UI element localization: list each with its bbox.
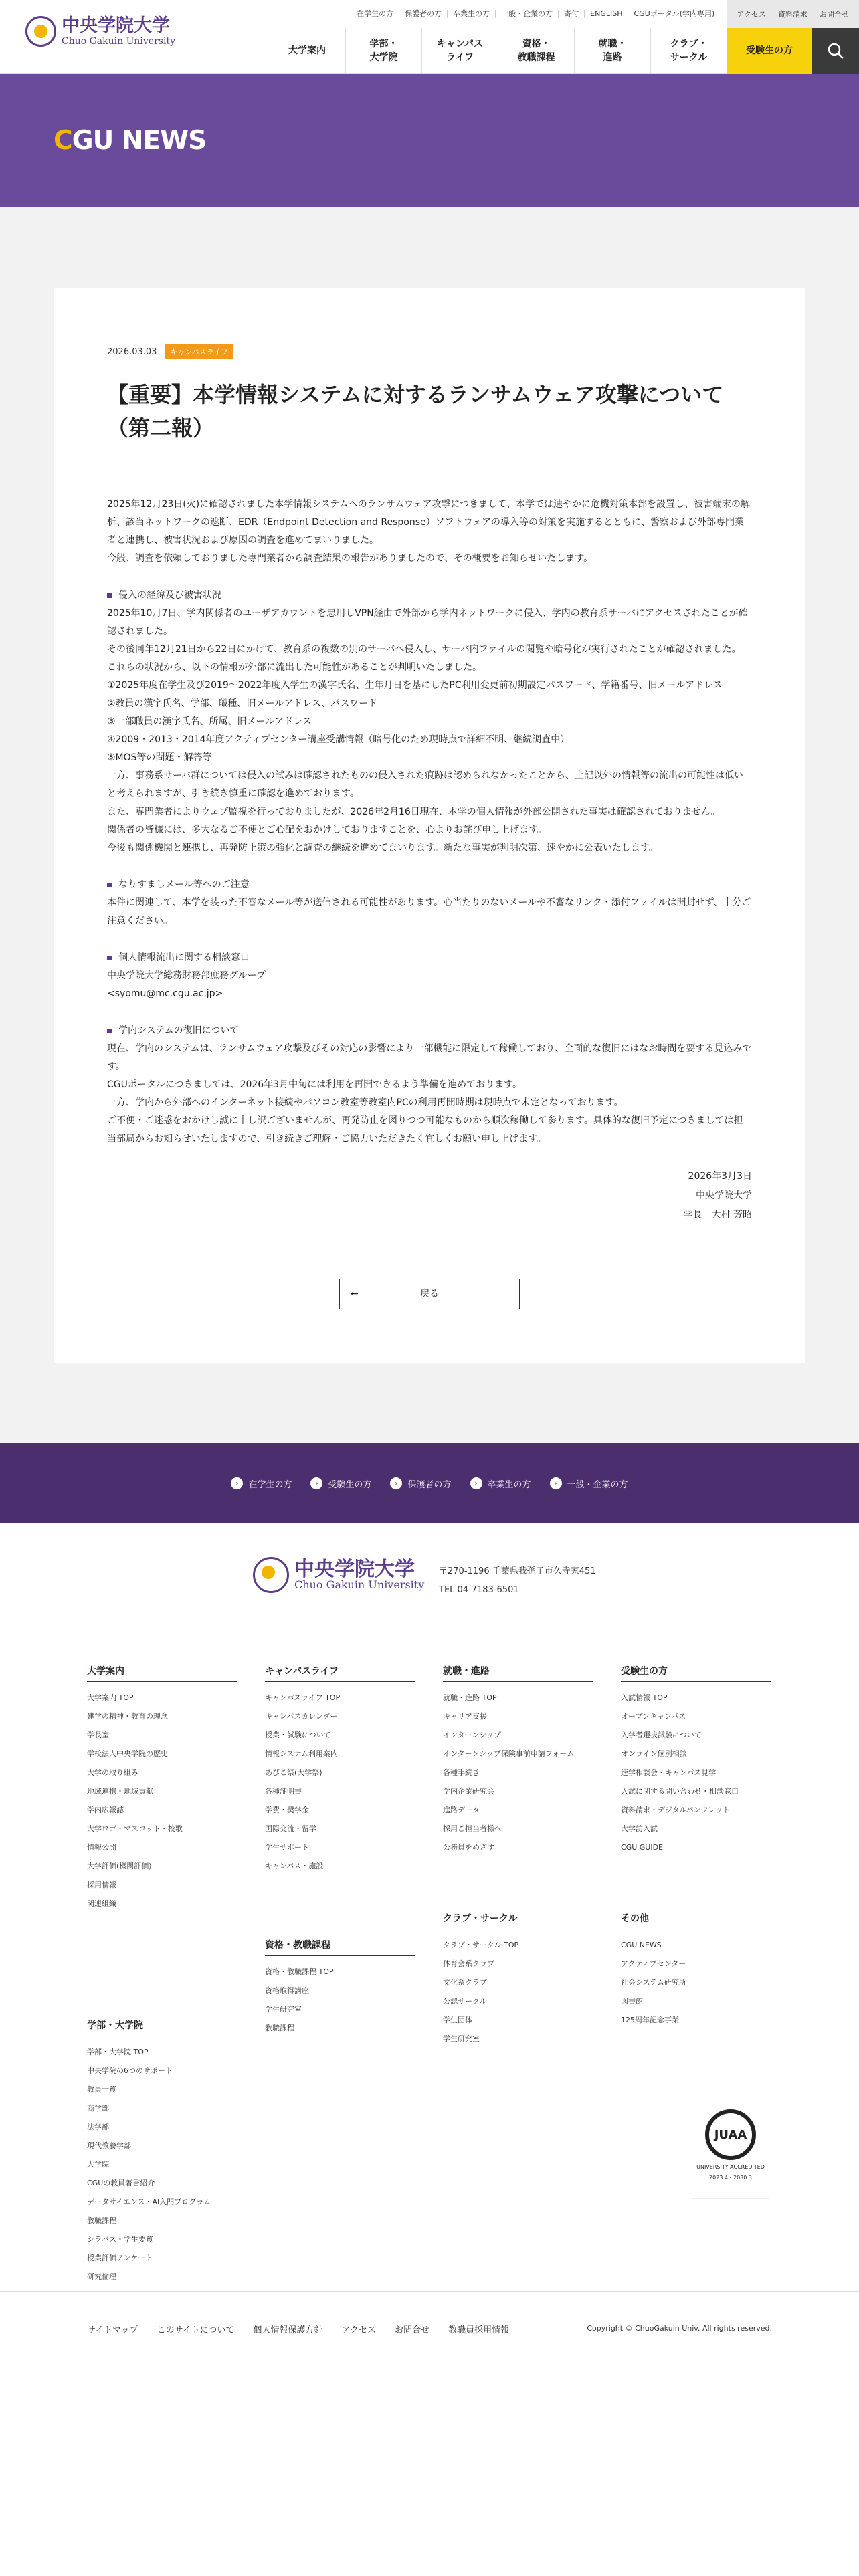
footer-link[interactable]: 公務員をめざす	[443, 1843, 494, 1852]
site-logo[interactable]	[25, 16, 175, 47]
sign-date: 2026年3月3日	[688, 1171, 752, 1182]
band-link[interactable]: › 保護者の方	[390, 1477, 451, 1490]
footer-link[interactable]: 情報システム利用案内	[265, 1749, 338, 1758]
footer-link[interactable]: 入学者選抜試験について	[621, 1731, 702, 1739]
footer-link[interactable]: 入試情報 TOP	[621, 1693, 668, 1702]
footer-link[interactable]: 学費・奨学金	[265, 1806, 309, 1814]
footer-link[interactable]: 入試に関する問い合わせ・相談窓口	[621, 1787, 739, 1796]
footer-link[interactable]: 大学評価(機関評価)	[87, 1862, 152, 1870]
footer-link[interactable]: 大学院	[87, 2160, 109, 2169]
footer-link[interactable]: 各種証明書	[265, 1787, 302, 1796]
cert-label: UNIVERSITY ACCREDITED	[696, 2164, 765, 2170]
footer-link[interactable]: 進学相談会・キャンパス見学	[621, 1768, 717, 1777]
footer-col	[621, 1911, 771, 2030]
bottom-link[interactable]: 教職員採用情報	[448, 2325, 510, 2335]
arrow-left-icon: ←	[351, 1289, 359, 1299]
page-hero	[0, 74, 859, 207]
nav-item[interactable]: 資格・ 教職課程	[498, 28, 574, 74]
footer-link[interactable]: あびこ祭(大学祭)	[265, 1768, 322, 1777]
bullet-icon	[107, 883, 112, 887]
signature	[107, 1167, 752, 1225]
section	[107, 949, 752, 1003]
footer-col-list	[87, 2043, 237, 2286]
footer-link[interactable]: 資料請求・デジタルパンフレット	[621, 1806, 731, 1814]
section	[107, 586, 752, 857]
footer-col-heading[interactable]: 大学案内	[87, 1664, 237, 1682]
footer-link[interactable]: 学内企業研究会	[443, 1787, 494, 1796]
footer-link[interactable]: シラバス・学生要覧	[87, 2235, 153, 2244]
logo-jp: 中央学院大学	[62, 15, 170, 36]
cert-period: 2023.4 - 2030.3	[709, 2175, 752, 2181]
footer-link[interactable]: データサイエンス・AI入門プログラム	[87, 2197, 211, 2206]
telephone: TEL 04-7183-6501	[439, 1585, 519, 1595]
footer-col	[621, 1664, 771, 1857]
footer-link[interactable]: 就職・進路 TOP	[443, 1693, 497, 1702]
footer-link[interactable]: 資格・教職課程 TOP	[265, 1967, 334, 1976]
footer-link[interactable]: 資格取得講座	[265, 1986, 309, 1995]
exam-button[interactable]: 受験生の方	[727, 28, 812, 74]
footer-link[interactable]: 国際交流・留学	[265, 1824, 316, 1833]
search-button[interactable]	[812, 28, 859, 74]
footer-col-heading[interactable]: クラブ・サークル	[443, 1911, 593, 1929]
footer-link[interactable]: 学部・大学院 TOP	[87, 2048, 149, 2056]
toplink[interactable]: 保護者の方	[399, 10, 448, 18]
footer-col-list	[621, 1689, 771, 1857]
footer-link[interactable]: 商学部	[87, 2104, 109, 2113]
footer-col	[87, 1664, 237, 1913]
section-heading: 学内システムの復旧について	[107, 1022, 752, 1040]
bottom-link[interactable]: サイトマップ	[87, 2325, 138, 2335]
nav-item[interactable]: 就職・ 進路	[574, 28, 650, 74]
footer-link[interactable]: 学生研究室	[265, 2005, 302, 2014]
sign-org: 中央学院大学	[696, 1190, 752, 1201]
article-meta	[107, 344, 752, 359]
footer-col-list	[443, 1689, 593, 1857]
footer-col-list	[87, 1689, 237, 1913]
bottom-link[interactable]: アクセス	[341, 2325, 377, 2335]
footer-link[interactable]: 研究倫理	[87, 2272, 116, 2281]
nav-item[interactable]: クラブ・ サークル	[650, 28, 727, 74]
footer-link[interactable]: 授業・試験について	[265, 1731, 331, 1739]
footer-link[interactable]: 中央学院の6つのサポート	[87, 2066, 173, 2075]
section-heading: なりすましメール等へのご注意	[107, 876, 752, 894]
toplink[interactable]: 卒業生の方	[448, 10, 496, 18]
logo-mark-icon	[25, 16, 56, 47]
footer-address	[439, 1562, 596, 1600]
footer-link[interactable]: 現代教養学部	[87, 2141, 131, 2150]
footer-link[interactable]: 各種手続き	[443, 1768, 480, 1777]
footer-col-list	[621, 1936, 771, 2030]
audience-links	[351, 10, 727, 18]
footer-link[interactable]: 学校法人中央学院の歴史	[87, 1749, 168, 1758]
footer-link[interactable]: 採用ご担当者様へ	[443, 1824, 502, 1833]
footer-col-heading[interactable]: 就職・進路	[443, 1664, 593, 1682]
footer-link[interactable]: アクティブセンター	[621, 1959, 686, 1968]
paragraph: 中央学院大学総務財務部庶務グループ	[107, 970, 266, 981]
accreditation-seal-icon: JUAA	[705, 2109, 756, 2160]
section	[107, 876, 752, 930]
footer-link[interactable]: 情報公開	[87, 1843, 116, 1852]
footer-logo[interactable]	[253, 1557, 424, 1593]
main-content	[0, 207, 859, 1443]
footer-link[interactable]: CGU NEWS	[621, 1941, 662, 1949]
chevron-right-icon: ›	[550, 1477, 562, 1489]
paragraph: ⑤MOS等の問題・解答等	[107, 752, 212, 763]
paragraph: 関係者の皆様には、多大なるご不便とご心配をおかけしておりますことを、心よりお詫び申し上げます。	[107, 825, 547, 835]
utility-links	[727, 0, 859, 28]
chevron-right-icon: ›	[470, 1477, 482, 1489]
footer-logo-jp: 中央学院大学	[294, 1558, 415, 1581]
footer-link[interactable]: キャンパス・施設	[265, 1862, 324, 1870]
paragraph: ご不便・ご迷惑をおかけし誠に申し訳ございませんが、再発防止を図りつつ可能なものから順次稼働して参ります。具体的な復旧予定につきましては担当部局からお知らせいたしますので、引き続きご理解・ご協力いただきたく宜しくお願い申し上げます。	[107, 1115, 743, 1144]
search-icon	[827, 42, 844, 60]
footer-link[interactable]: 社会システム研究所	[621, 1978, 686, 1987]
footer-logo-en: Chuo Gakuin University	[294, 1578, 425, 1591]
footer-col-list	[265, 1963, 415, 2038]
footer-link[interactable]: オープンキャンパス	[621, 1712, 686, 1721]
footer-col-heading[interactable]: その他	[621, 1911, 771, 1929]
footer-link[interactable]: 教職課程	[265, 2024, 294, 2032]
news-article	[54, 288, 805, 1363]
back-button[interactable]: ← 戻る	[339, 1279, 520, 1309]
site-footer	[0, 1523, 859, 2335]
article-body	[107, 496, 752, 1225]
footer-link[interactable]: 学長室	[87, 1731, 109, 1739]
address: 〒270-1196 千葉県我孫子市久寺家451	[439, 1566, 596, 1576]
footer-col	[443, 1911, 593, 2048]
toplink[interactable]: ENGLISH	[585, 10, 628, 18]
paragraph: 現在、学内のシステムは、ランサムウェア攻撃及びその対応の影響により一部機能に限定して稼働しており、全面的な復旧にはなお時間を要する見込みです。	[107, 1043, 752, 1072]
paragraph: 一方、事務系サーバ群については侵入の試みは確認されたものの侵入された痕跡は認められなかったことから、上記以外の情報等の流出の可能性は低いと考えられますが、引き続き慎重に確認を進めております。	[107, 770, 744, 799]
logo-en: Chuo Gakuin University	[62, 36, 175, 47]
contact-link[interactable]: お問合せ	[820, 10, 849, 19]
footer-link[interactable]: インターンシップ	[443, 1731, 501, 1739]
paragraph: 今後も関係機関と連携し、再発防止策の強化と調査の継続を進めてまいります。新たな事実が判明次第、速やかに公表いたします。	[107, 843, 658, 853]
nav-item[interactable]: 学部・ 大学院	[345, 28, 421, 74]
top-bar	[351, 0, 859, 28]
logo-mark-icon	[253, 1557, 289, 1593]
bullet-icon	[107, 956, 112, 960]
footer-link[interactable]: 大学案内 TOP	[87, 1693, 134, 1702]
bottom-link[interactable]: お問合せ	[395, 2325, 430, 2335]
toplink[interactable]: CGUポータル(学内専用)	[634, 9, 715, 18]
band-link[interactable]: › 卒業生の方	[470, 1477, 531, 1490]
footer-link[interactable]: キャリア支援	[443, 1712, 487, 1721]
paragraph: CGUポータルにつきましては、2026年3月中旬には利用を再開できるよう準備を進めております。	[107, 1079, 522, 1090]
footer-link[interactable]: 法学部	[87, 2123, 109, 2131]
toplink[interactable]: 寄付	[559, 10, 585, 18]
footer-col-list	[443, 1936, 593, 2048]
footer-link[interactable]: CGU GUIDE	[621, 1843, 663, 1852]
footer-bottom-links	[87, 2323, 528, 2335]
email-link[interactable]: <syomu@mc.cgu.ac.jp>	[107, 988, 223, 999]
footer-link[interactable]: 125周年記念事業	[621, 2016, 679, 2024]
chevron-right-icon: ›	[310, 1477, 322, 1489]
footer-link[interactable]: 学生研究室	[443, 2034, 480, 2043]
paragraph: 今般、調査を依頼しておりました専門業者から調査結果の報告がありましたので、その概要をお知らせいたします。	[107, 553, 593, 564]
paragraph: ①2025年度在学生及び2019〜2022年度入学生の漢字氏名、生年月日を基にしたPC利用変更前初期設定パスワード、学籍番号、旧メールアドレス	[107, 680, 723, 691]
footer-link[interactable]: 大学訪入試	[621, 1824, 658, 1833]
band-link[interactable]: › 在学生の方	[231, 1477, 292, 1490]
global-nav	[269, 28, 859, 74]
paragraph: 本件に関連して、本学を装った不審なメール等が送信される可能性があります。心当たりのないメールや不審なリンク・添付ファイルは開封せず、十分ご注意ください。	[107, 897, 751, 926]
bullet-icon	[107, 1029, 112, 1033]
accreditation-badge	[692, 2092, 769, 2199]
site-header	[0, 0, 859, 74]
footer-link[interactable]: 授業評価アンケート	[87, 2254, 153, 2262]
toplink[interactable]: 在学生の方	[351, 10, 399, 18]
article-date: 2026.03.03	[107, 346, 157, 357]
paragraph: これらの状況から、以下の情報が外部に流出した可能性があることが判明いたしました。	[107, 662, 482, 673]
section-heading: 侵入の経緯及び被害状況	[107, 586, 752, 605]
footer-link[interactable]: 体育会系クラブ	[443, 1959, 494, 1968]
footer-link[interactable]: 進路データ	[443, 1806, 480, 1814]
paragraph: その後同年12月21日から22日にかけて、教育系の複数の別のサーバへ侵入し、サーバ内ファイルの閲覧や暗号化が実行されたことが確認されました。	[107, 644, 741, 655]
article-title: 【重要】本学情報システムに対するランサムウェア攻撃について（第二報）	[107, 382, 724, 441]
footer-link[interactable]: 教員一覧	[87, 2085, 116, 2094]
bullet-icon	[107, 593, 112, 598]
chevron-right-icon: ›	[231, 1477, 243, 1489]
paragraph: 一方、学内から外部へのインターネット接続やパソコン教室等教室内PCの利用再開時期は現時点で未定となっております。	[107, 1097, 624, 1108]
divider	[0, 2291, 859, 2292]
paragraph: ④2009・2013・2014年度アクティブセンター講座受講情報（暗号化のため現時点で詳細不明、継続調査中）	[107, 734, 570, 745]
footer-link[interactable]: 関連組織	[87, 1899, 116, 1908]
footer-link[interactable]: キャンパスカレンダー	[265, 1712, 338, 1721]
footer-link[interactable]: 公認サークル	[443, 1997, 487, 2006]
nav-item[interactable]: 大学案内	[288, 45, 326, 56]
footer-link[interactable]: 文化系クラブ	[443, 1978, 487, 1987]
paragraph: 2025年12月23日(火)に確認されました本学情報システムへのランサムウェア攻撃につきまして、本学では速やかに危機対策本部を設置し、被害端末の解析、該当ネットワークの遮断、EDR（Endpoint Detection and Response）ソフトウェアの導入等の対策を実施するとともに、警察および外部専門業者と連携し、被害状況および原因の調査を進めてまいりました。	[107, 499, 750, 546]
footer-col	[265, 1938, 415, 2038]
footer-link[interactable]: インターンシップ保険事前申請フォーム	[443, 1749, 575, 1758]
footer-link[interactable]: 学生サポート	[265, 1843, 309, 1852]
copyright: Copyright © ChuoGakuin Univ. All rights reserved.	[587, 2324, 772, 2333]
footer-link[interactable]: 大学の取り組み	[87, 1768, 138, 1777]
sign-name: 学長 大村 芳昭	[683, 1210, 752, 1220]
section	[107, 1022, 752, 1148]
footer-link[interactable]: 学内広報誌	[87, 1806, 124, 1814]
footer-link[interactable]: 図書館	[621, 1997, 643, 2006]
paragraph: ②教員の漢字氏名、学部、職種、旧メールアドレス、パスワード	[107, 698, 378, 709]
paragraph: ③一部職員の漢字氏名、所属、旧メールアドレス	[107, 716, 312, 727]
footer-col-heading[interactable]: 資格・教職課程	[265, 1938, 415, 1956]
bottom-link[interactable]: 個人情報保護方針	[253, 2325, 323, 2335]
paragraph: また、専門業者によりウェブ監視を行っておりましたが、2026年2月16日現在、本学の個人情報が外部公開された事実は確認されておりません。	[107, 807, 721, 817]
section-heading: 個人情報流出に関する相談窓口	[107, 949, 752, 967]
footer-link[interactable]: オンライン個別相談	[621, 1749, 687, 1758]
footer-link[interactable]: 採用情報	[87, 1881, 116, 1889]
nav-item[interactable]: キャンパス ライフ	[421, 28, 498, 74]
footer-link[interactable]: クラブ・サークル TOP	[443, 1941, 519, 1949]
footer-link[interactable]: 大学ロゴ・マスコット・校歌	[87, 1824, 183, 1833]
footer-link[interactable]: 教職課程	[87, 2216, 116, 2225]
footer-link[interactable]: CGUの教員著書紹介	[87, 2179, 155, 2187]
footer-link[interactable]: キャンパスライフ TOP	[265, 1693, 341, 1702]
footer-col-heading[interactable]: 学部・大学院	[87, 2018, 237, 2036]
paragraph: 2025年10月7日、学内関係者のユーザアカウントを悪用しVPN経由で外部から学内ネットワークに侵入、学内の教育系サーバにアクセスされたことが確認されました。	[107, 608, 748, 637]
category-badge[interactable]: キャンパスライフ	[165, 344, 233, 359]
footer-col-heading[interactable]: 受験生の方	[621, 1664, 771, 1682]
chevron-right-icon: ›	[390, 1477, 402, 1489]
footer-col-list	[265, 1689, 415, 1876]
band-link[interactable]: › 一般・企業の方	[550, 1477, 628, 1490]
footer-col	[87, 2018, 237, 2286]
page-title: CGU NEWS	[54, 126, 207, 156]
footer-col	[265, 1664, 415, 1876]
request-link[interactable]: 資料請求	[778, 10, 807, 19]
access-link[interactable]: アクセス	[737, 10, 766, 19]
bottom-link[interactable]: このサイトについて	[157, 2325, 235, 2335]
footer-col	[443, 1664, 593, 1857]
audience-band-nav	[0, 1443, 859, 1523]
toplink[interactable]: 一般・企業の方	[496, 10, 559, 18]
footer-link[interactable]: 学生団体	[443, 2016, 472, 2024]
footer-link[interactable]: 地域連携・地域貢献	[87, 1787, 153, 1796]
footer-col-heading[interactable]: キャンパスライフ	[265, 1664, 415, 1682]
band-link[interactable]: › 受験生の方	[310, 1477, 371, 1490]
footer-link[interactable]: 建学の精神・教育の理念	[87, 1712, 168, 1721]
